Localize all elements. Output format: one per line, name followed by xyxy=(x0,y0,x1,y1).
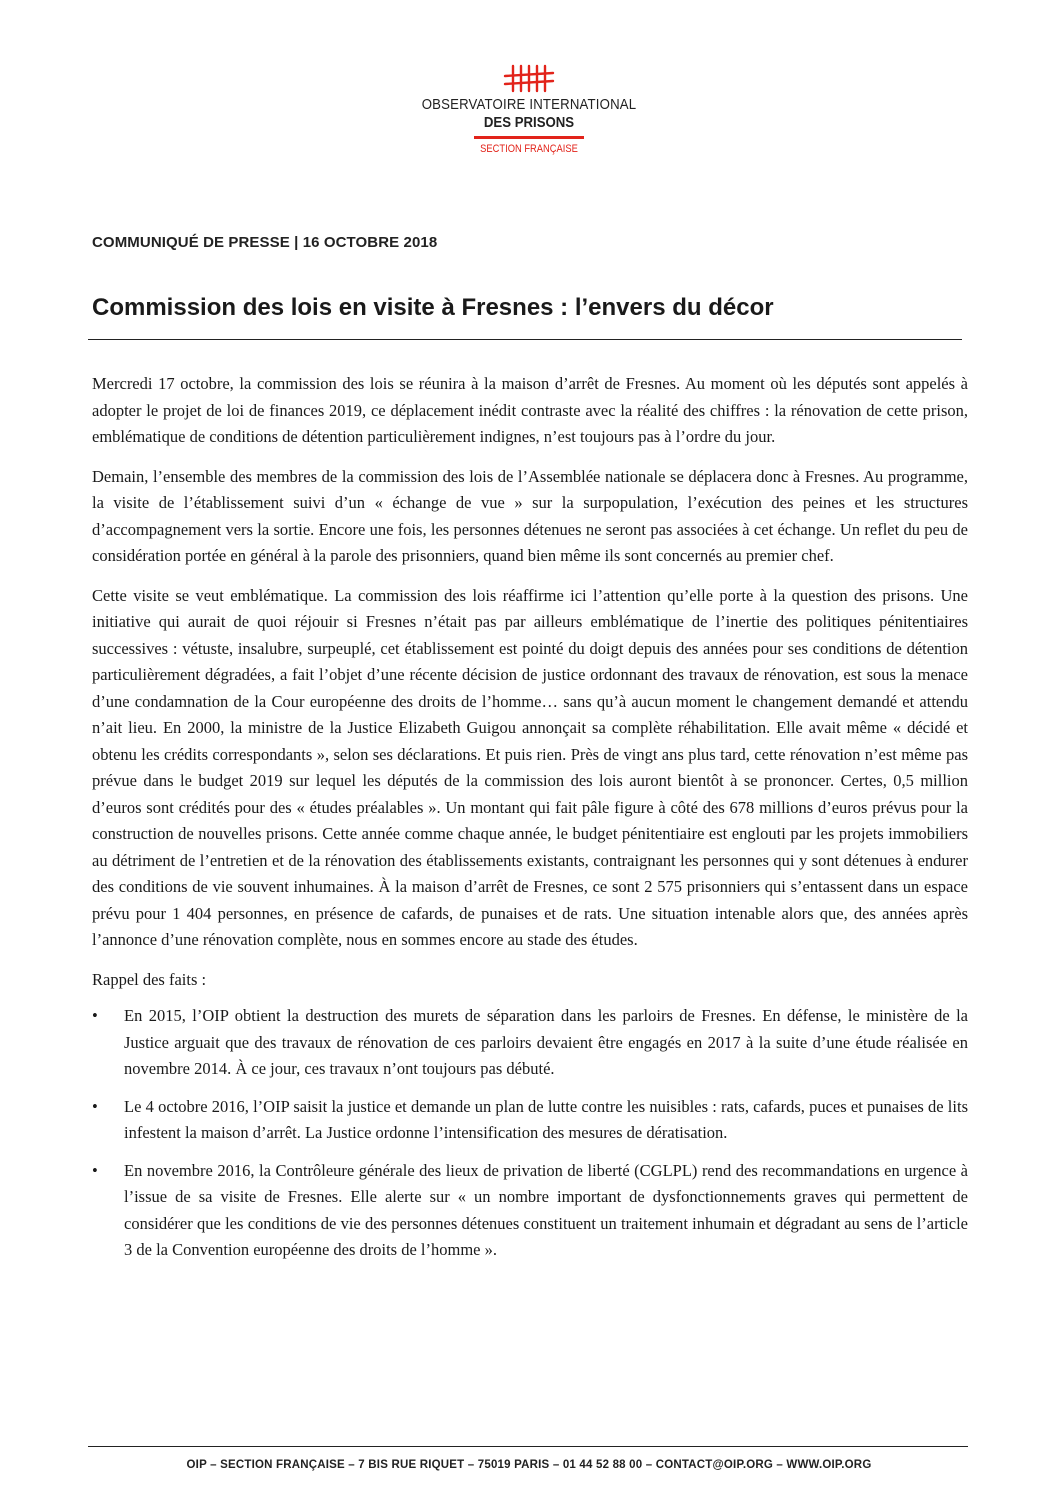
document-body xyxy=(92,371,968,1275)
footer-divider xyxy=(88,1446,968,1447)
prison-bars-logo-icon xyxy=(499,62,559,94)
press-release-kicker: COMMUNIQUÉ DE PRESSE | 16 OCTOBRE 2018 xyxy=(92,234,438,251)
list-item xyxy=(92,1094,968,1147)
org-section: SECTION FRANÇAISE xyxy=(480,143,578,155)
org-name-line2: DES PRISONS xyxy=(483,114,575,131)
title-divider xyxy=(88,339,962,340)
list-item xyxy=(92,1158,968,1264)
bullet-icon: • xyxy=(92,1096,98,1116)
header-logo xyxy=(0,62,1058,155)
bullet-icon: • xyxy=(92,1160,98,1180)
page-title: Commission des lois en visite à Fresnes : l’envers du décor xyxy=(92,294,774,321)
fact-text: En 2015, l’OIP obtient la destruction des murets de séparation dans les parloirs de Fresnes. En défense, le ministère de la Justice arguait que des travaux de rénovation de ces parloirs devaient être engagés en 2017 à la suite d’une étude réalisée en novembre 2014. À ce jour, ces travaux n’ont toujours pas débuté. xyxy=(124,1006,968,1078)
logo-divider xyxy=(474,136,584,139)
list-item xyxy=(92,1003,968,1083)
footer-contact: OIP – SECTION FRANÇAISE – 7 BIS RUE RIQUET – 75019 PARIS – 01 44 52 88 00 – CONTACT@OIP.ORG – WWW.OIP.ORG xyxy=(186,1459,872,1471)
org-name-line1: OBSERVATOIRE INTERNATIONAL xyxy=(421,96,637,113)
bullet-icon: • xyxy=(92,1006,98,1025)
fact-text: Le 4 octobre 2016, l’OIP saisit la justice et demande un plan de lutte contre les nuisibles : rats, cafards, puces et punaises de lits infestent la maison d’arrêt. La Justice ordonne l’intensification des mesures de dératisation. xyxy=(124,1096,968,1142)
fact-text: En novembre 2016, la Contrôleure générale des lieux de privation de liberté (CGLPL) rend des recommandations en urgence à l’issue de sa visite de Fresnes. Elle alerte sur « un nombre important de dysfonctionnements graves qui permettent de considérer que les conditions de vie des personnes détenues constituent un traitement inhumain et dégradant au sens de l’article 3 de la Convention européenne des droits de l’homme ». xyxy=(124,1160,968,1259)
paragraph-1: Mercredi 17 octobre, la commission des lois se réunira à la maison d’arrêt de Fresnes. Au moment où les députés sont appelés à adopter le projet de loi de finances 2019, ce déplacement inédit contraste avec la réalité des chiffres : la rénovation de cette prison, emblématique de conditions de détention particulièrement indignes, n’est toujours pas à l’ordre du jour. xyxy=(92,374,968,446)
paragraph-3: Cette visite se veut emblématique. La commission des lois réaffirme ici l’attention qu’elle porte à la question des prisons. Une initiative qui aurait de quoi réjouir si Fresnes n’était pas par ailleurs emblématique de l’inertie des politiques pénitentiaires successives : vétuste, insalubre, surpeuplé, cet établissement est pointé du doigt depuis des années pour ses conditions de détention particulièrement dégradées, a fait l’objet d’une récente décision de justice ordonnant des travaux de rénovation, est sous la menace d’une condamnation de la Cour européenne des droits de l’homme… sans qu’à aucun moment le changement demandé et attendu n’ait lieu. En 2000, la ministre de la Justice Elizabeth Guigou annonçait sa complète réhabilitation. Elle avait même « décidé et obtenu les crédits correspondants », selon ses déclarations. Et puis rien. Près de vingt ans plus tard, cette rénovation n’est même pas prévue dans le budget 2019 sur lequel les députés de la commission des lois auront bientôt à se prononcer. Certes, 0,5 million d’euros sont crédités pour des « études préalables ». Un montant qui fait pâle figure à côté des 678 millions d’euros prévus pour la construction de nouvelles prisons. Cette année comme chaque année, le budget pénitentiaire est englouti par les projets immobiliers au détriment de l’entretien et de la rénovation des établissements existants, contraignant les personnes qui y sont détenues à endurer des conditions de vie souvent inhumaines. À la maison d’arrêt de Fresnes, ce sont 2 575 prisonniers qui s’entassent dans un espace prévu pour 1 404 personnes, en présence de cafards, de punaises et de rats. Une situation intenable alors que, des années après l’annonce d’une rénovation complète, nous en sommes encore au stade des études. xyxy=(92,585,968,949)
facts-list xyxy=(92,1003,968,1264)
paragraph-2: Demain, l’ensemble des membres de la commission des lois de l’Assemblée nationale se déplacera donc à Fresnes. Au programme, la visite de l’établissement suivi d’un « échange de vue » sur la surpopulation, l’exécution des peines et les structures d’accompagnement vers la sortie. Encore une fois, les personnes détenues ne seront pas associées à cet échange. Un reflet du peu de considération portée en général à la parole des prisonniers, quand bien même ils sont concernés au premier chef. xyxy=(92,466,968,565)
facts-heading: Rappel des faits : xyxy=(92,969,207,989)
